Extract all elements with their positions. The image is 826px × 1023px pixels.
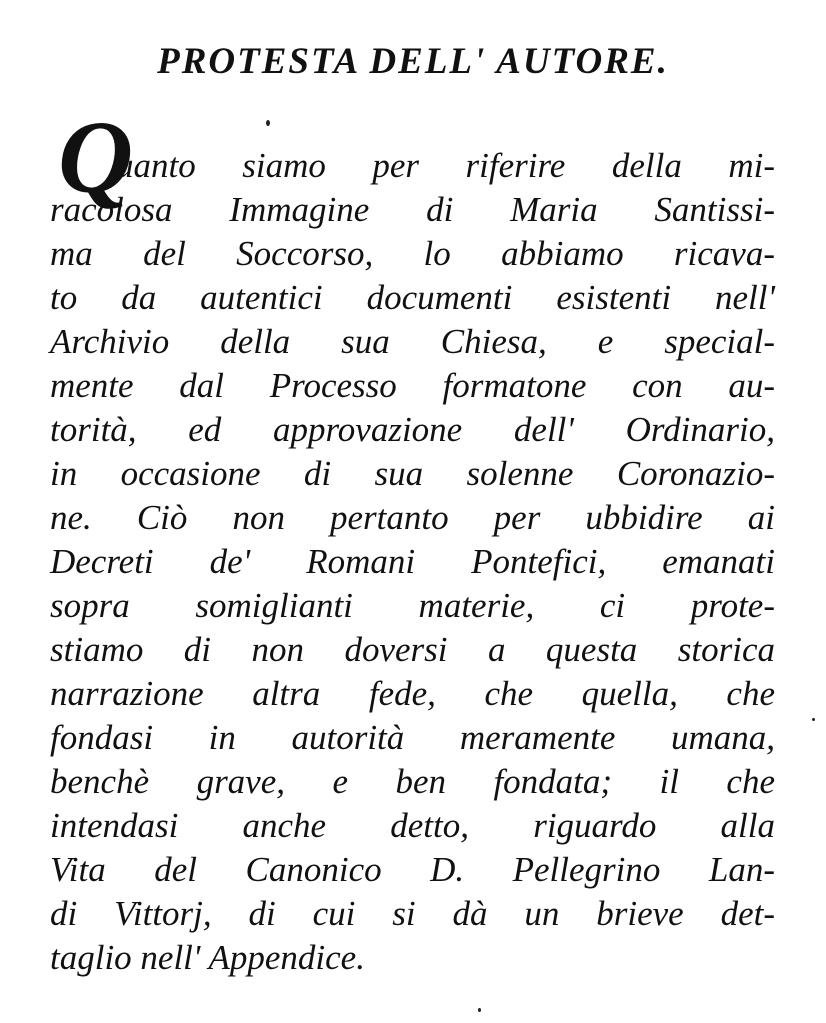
text-line: racolosa Immagine di Maria Santissi- bbox=[50, 190, 775, 229]
text-line: in occasione di sua solenne Coronazio- bbox=[50, 454, 775, 493]
text-line: ne. Ciò non pertanto per ubbidire ai bbox=[50, 498, 775, 537]
page-title: PROTESTA DELL' AUTORE. bbox=[157, 41, 669, 82]
text-line: uanto siamo per riferire della mi- bbox=[116, 146, 775, 185]
ink-speck bbox=[478, 1008, 481, 1012]
text-line: narrazione altra fede, che quella, che bbox=[50, 674, 775, 713]
text-line: fondasi in autorità meramente umana, bbox=[50, 718, 775, 757]
text-line: mente dal Processo formatone con au- bbox=[50, 366, 775, 405]
text-line: intendasi anche detto, riguardo alla bbox=[50, 806, 775, 845]
text-line: sopra somiglianti materie, ci prote- bbox=[50, 586, 775, 625]
text-line: ma del Soccorso, lo abbiamo ricava- bbox=[50, 234, 775, 273]
text-line: Vita del Canonico D. Pellegrino Lan- bbox=[50, 850, 775, 889]
text-line: taglio nell' Appendice. bbox=[50, 938, 365, 977]
text-line: Decreti de' Romani Pontefici, emanati bbox=[50, 542, 775, 581]
ink-speck bbox=[266, 120, 270, 126]
text-line: torità, ed approvazione dell' Ordinario, bbox=[50, 410, 775, 449]
text-line: benchè grave, e ben fondata; il che bbox=[50, 762, 775, 801]
text-line: stiamo di non doversi a questa storica bbox=[50, 630, 775, 669]
ink-speck bbox=[812, 718, 815, 721]
text-line: di Vittorj, di cui si dà un brieve det- bbox=[50, 894, 775, 933]
text-line: Archivio della sua Chiesa, e special- bbox=[50, 322, 775, 361]
drop-cap: Q bbox=[58, 100, 134, 215]
text-line: to da autentici documenti esistenti nell' bbox=[50, 278, 775, 317]
